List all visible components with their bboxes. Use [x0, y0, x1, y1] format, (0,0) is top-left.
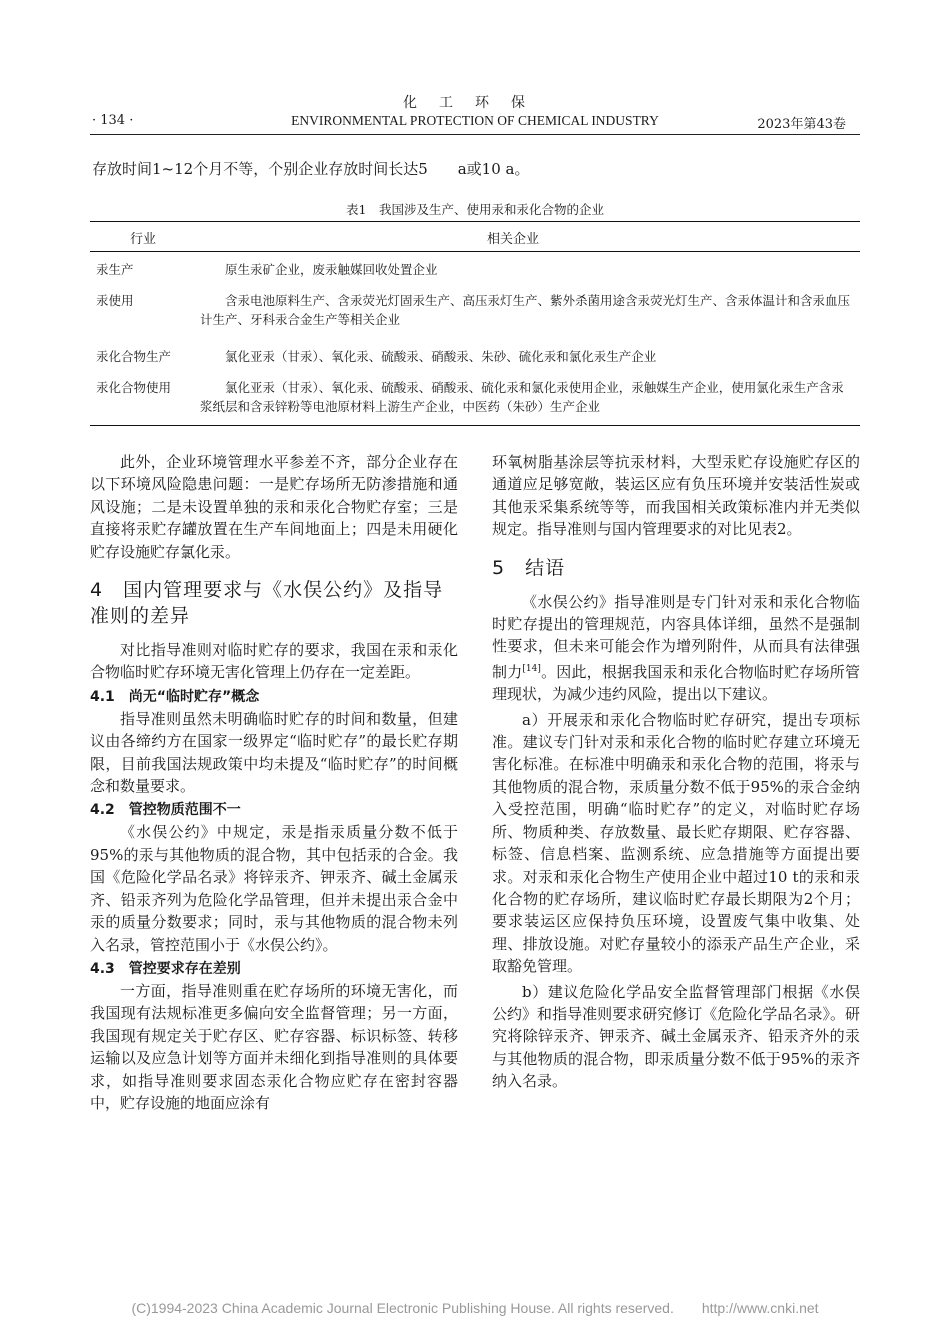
conclusion-text-a: 《水俣公约》指导准则是专门针对汞和汞化合物临时贮存提出的管理规范，内容具体详细，虽然不是强制性要求，但未来可能会作为增列附件，从而具有法律强制力: [492, 592, 860, 681]
table-caption: 表1 我国涉及生产、使用汞和汞化合物的企业: [346, 202, 604, 217]
paragraph-4-2: 《水俣公约》中规定，汞是指汞质量分数不低于95%的汞与其他物质的混合物，其中包括汞的合金。我国《危险化学品名录》将锌汞齐、钾汞齐、碱土金属汞齐、铅汞齐列为危险化学品管理，但并未提出汞合金中汞的质量分数要求；同时，汞与其他物质的混合物未列入名录，管控范围小于《水俣公约》。: [90, 823, 458, 954]
paragraph-intro: 此外，企业环境管理水平参差不齐，部分企业存在以下环境风险隐患问题：一是贮存场所无防渗措施和通风设施；二是未设置单独的汞和汞化合物贮存室；三是直接将汞贮存罐放置在生产车间地面上；四是未用硬化贮存设施贮存氯化汞。: [90, 453, 458, 561]
journal-title-en: ENVIRONMENTAL PROTECTION OF CHEMICAL INDUSTRY: [291, 113, 659, 128]
paragraph-conclusion: [492, 591, 860, 706]
header-rule: [90, 134, 860, 135]
table-cell-industry: 汞生产: [96, 262, 134, 277]
copyright-footer: (C)1994-2023 China Academic Journal Electronic Publishing House. All rights reserved. http://www.cnki.net: [131, 1300, 819, 1316]
section-4-3-title: 4.3 管控要求存在差别: [90, 960, 241, 977]
table-col-header-companies: 相关企业: [487, 232, 540, 247]
section-4-title: 4 国内管理要求与《水俣公约》及指导准则的差异: [90, 579, 444, 628]
paragraph-continued: 环氧树脂基涂层等抗汞材料，大型汞贮存设施贮存区的通道应足够宽敞，装运区应有负压环境并安装活性炭或其他汞采集系统等等，而我国相关政策标准内并无类似规定。指导准则与国内管理要求的对比见表2。: [492, 453, 860, 539]
table-cell-companies: 含汞电池原料生产、含汞荧光灯固汞生产、高压汞灯生产、紫外杀菌用途含汞荧光灯生产、含汞体温计和含汞血压计生产、牙科汞合金生产等相关企业: [200, 293, 851, 327]
table-bottom-rule: [90, 425, 860, 426]
table-row: [96, 291, 856, 347]
conclusion-text-b: 。因此，根据我国汞和汞化合物临时贮存场所管理现状，为减少违约风险，提出以下建议。: [492, 662, 860, 704]
section-5-title: 5 结语: [492, 556, 566, 579]
section-4-2-title: 4.2 管控物质范围不一: [90, 802, 241, 819]
journal-title-cn: 化工环保: [403, 95, 547, 111]
paragraph-4-3: 一方面，指导准则重在贮存场所的环境无害化，而我国现有法规标准更多偏向安全监督管理；另一方面，我国现有规定关于贮存区、贮存容器、标识标签、转移运输以及应急计划等方面并未细化到指导准则的具体要求，如指导准则要求固态汞化合物应贮存在密封容器中，贮存设施的地面应涂有: [90, 981, 458, 1112]
table-top-rule: [90, 221, 860, 222]
table-cell-companies: 氯化亚汞（甘汞）、氧化汞、硫酸汞、硝酸汞、硫化汞和氯化汞使用企业，汞触媒生产企业，使用氯化汞生产含汞浆纸层和含汞锌粉等电池原材料上游生产企业，中医药（朱砂）生产企业: [200, 380, 844, 414]
table-mid-rule: [90, 251, 860, 252]
left-column: [90, 451, 458, 1114]
section-4-1-title: 4.1 尚无“临时贮存”概念: [90, 688, 260, 705]
table-cell-companies: 氯化亚汞（甘汞）、氧化汞、硫酸汞、硝酸汞、朱砂、硫化汞和氯化汞生产企业: [225, 349, 657, 364]
table-cell-industry: 汞化合物使用: [96, 380, 172, 395]
table-row: [96, 378, 856, 418]
continuation-line: 存放时间1~12个月不等，个别企业存放时间长达5 a或10 a。: [92, 160, 530, 178]
table-cell-companies: 原生汞矿企业，废汞触媒回收处置企业: [225, 262, 438, 277]
table-row: [96, 347, 856, 378]
paragraph-4-1: 指导准则虽然未明确临时贮存的时间和数量，但建议由各缔约方在国家一级界定“临时贮存”的最长贮存期限，目前我国法规政策中均未提及“临时贮存”的时间概念和数量要求。: [90, 709, 458, 796]
recommendation-b: b）建议危险化学品安全监督管理部门根据《水俣公约》和指导准则要求研究修订《危险化学品名录》。研究将除锌汞齐、钾汞齐、碱土金属汞齐、铅汞齐外的汞与其他物质的混合物，即汞质量分数不低于95%的汞齐纳入名录。: [492, 982, 860, 1091]
table1: [96, 260, 856, 418]
table-cell-industry: 汞使用: [96, 293, 134, 308]
table-col-header-industry: 行业: [130, 232, 157, 247]
table-body: [96, 260, 856, 418]
paragraph-sec4: 对比指导准则对临时贮存的要求，我国在汞和汞化合物临时贮存环境无害化管理上仍存在一定差距。: [90, 641, 458, 682]
page-number: · 134 ·: [92, 113, 134, 128]
volume-info: 2023年第43卷: [757, 117, 846, 132]
right-column: [492, 451, 860, 1093]
citation-ref[interactable]: [14]: [522, 663, 541, 674]
recommendation-a: a）开展汞和汞化合物临时贮存研究，提出专项标准。建议专门针对汞和汞化合物的临时贮存建立环境无害化标准。在标准中明确汞和汞化合物的范围，将汞与其他物质的混合物，汞质量分数不低于95%的汞合金纳入受控范围，明确“临时贮存”的定义，对临时贮存场所、物质种类、存放数量、最长贮存期限、贮存容器、标签、信息档案、监测系统、应急措施等方面提出要求。对汞和汞化合物生产使用企业中超过10 t的汞和汞化合物的贮存场所，建议临时贮存最长期限为2个月；要求装运区应保持负压环境，设置废气集中收集、处理、排放设施。对贮存量较小的添汞产品生产企业，采取豁免管理。: [492, 710, 860, 976]
table-row: [96, 260, 856, 291]
table-cell-industry: 汞化合物生产: [96, 349, 172, 364]
